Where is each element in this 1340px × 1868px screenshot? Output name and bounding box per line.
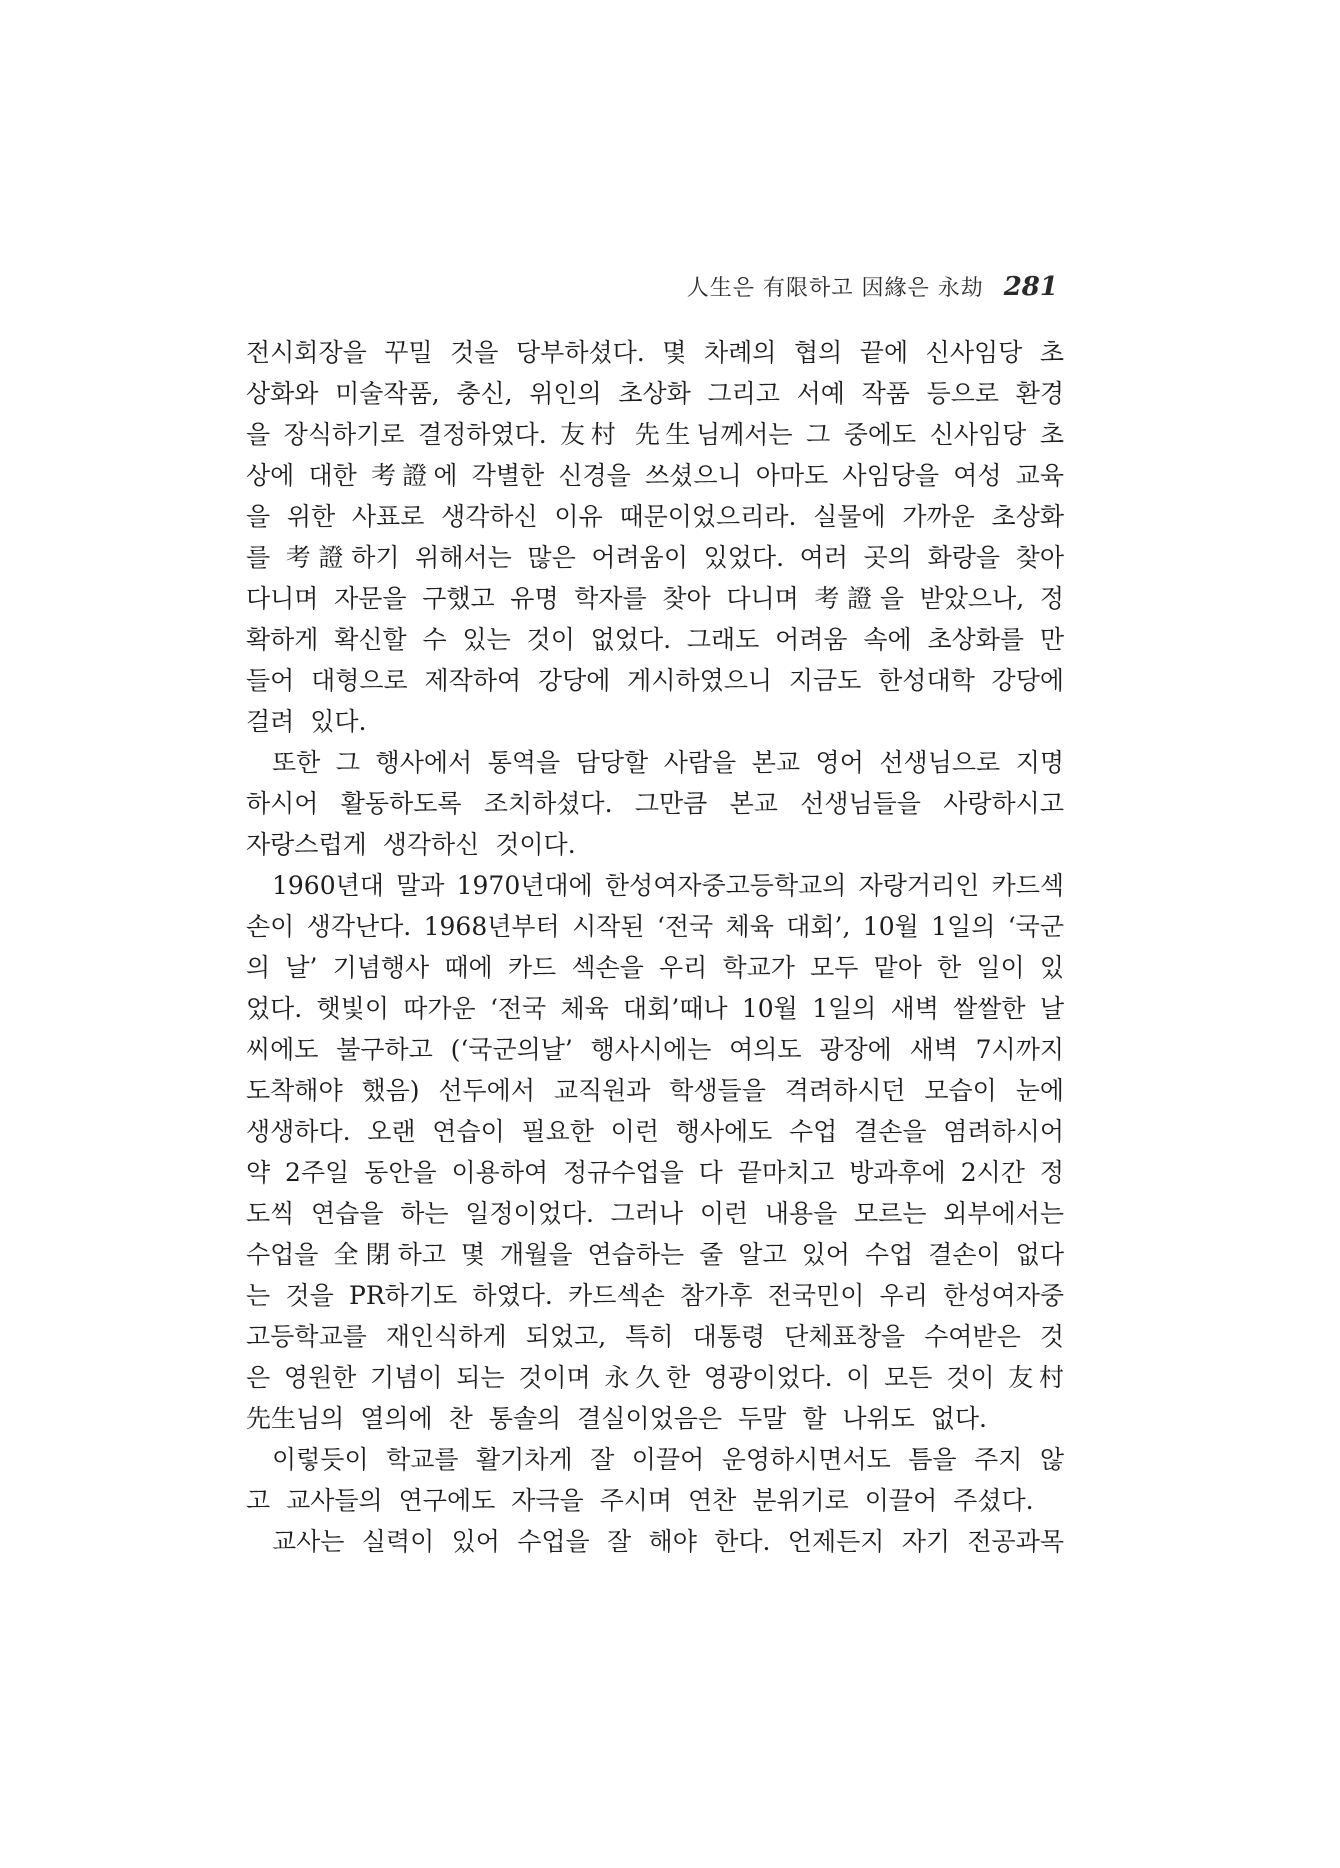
paragraph	[246, 1439, 1064, 1521]
text-line: 확하게 확신할 수 있는 것이 없었다. 그래도 어려움 속에 초상화를 만	[246, 625, 1064, 654]
running-title: 人生은 有限하고 因緣은 永劫	[686, 276, 984, 301]
text-line: 약 2주일 동안을 이용하여 정규수업을 다 끝마치고 방과후에 2시간 정	[246, 1158, 1064, 1187]
text-line: 들어 대형으로 제작하여 강당에 게시하였으니 지금도 한성대학 강당에	[246, 666, 1064, 695]
text-line: 고 교사들의 연구에도 자극을 주시며 연찬 분위기로 이끌어 주셨다.	[246, 1486, 1034, 1515]
text-line: 를 考證하기 위해서는 많은 어려움이 있었다. 여러 곳의 화랑을 찾아	[246, 543, 1064, 572]
text-line: 걸려 있다.	[246, 707, 367, 736]
running-header	[246, 270, 1058, 304]
paragraph	[246, 865, 1064, 1439]
text-line: 고등학교를 재인식하게 되었고, 특히 대통령 단체표창을 수여받은 것	[246, 1322, 1064, 1351]
text-line: 수업을 全閉하고 몇 개월을 연습하는 줄 알고 있어 수업 결손이 없다	[246, 1240, 1064, 1269]
text-line: 상화와 미술작품, 충신, 위인의 초상화 그리고 서예 작품 등으로 환경	[246, 379, 1064, 408]
text-line: 자랑스럽게 생각하신 것이다.	[246, 830, 576, 859]
text-line: 전시회장을 꾸밀 것을 당부하셨다. 몇 차례의 협의 끝에 신사임당 초	[246, 338, 1064, 367]
text-line: 었다. 햇빛이 따가운 ‘전국 체육 대회’때나 10월 1일의 새벽 쌀쌀한 날	[246, 994, 1064, 1023]
text-line: 교사는 실력이 있어 수업을 잘 해야 한다. 언제든지 자기 전공과목	[272, 1527, 1064, 1556]
text-line: 도착해야 했음) 선두에서 교직원과 학생들을 격려하시던 모습이 눈에	[246, 1076, 1064, 1105]
text-line: 생생하다. 오랜 연습이 필요한 이런 행사에도 수업 결손을 염려하시어	[246, 1117, 1064, 1146]
text-line: 이렇듯이 학교를 활기차게 잘 이끌어 운영하시면서도 틈을 주지 않	[272, 1445, 1064, 1474]
text-line: 도씩 연습을 하는 일정이었다. 그러나 이런 내용을 모르는 외부에서는	[246, 1199, 1064, 1228]
text-line: 씨에도 불구하고 (‘국군의날’ 행사시에는 여의도 광장에 새벽 7시까지	[246, 1035, 1064, 1064]
text-line: 을 장식하기로 결정하였다. 友村 先生님께서는 그 중에도 신사임당 초	[246, 420, 1064, 449]
text-line: 는 것을 PR하기도 하였다. 카드섹손 참가후 전국민이 우리 한성여자중	[246, 1281, 1064, 1310]
paragraph	[246, 742, 1064, 865]
text-line: 상에 대한 考證에 각별한 신경을 쓰셨으니 아마도 사임당을 여성 교육	[246, 461, 1064, 490]
text-line: 손이 생각난다. 1968년부터 시작된 ‘전국 체육 대회’, 10월 1일의 ‘국군	[246, 912, 1064, 941]
text-line: 先生님의 열의에 찬 통솔의 결실이었음은 두말 할 나위도 없다.	[246, 1404, 987, 1433]
text-line: 을 위한 사표로 생각하신 이유 때문이었으리라. 실물에 가까운 초상화	[246, 502, 1064, 531]
text-line: 또한 그 행사에서 통역을 담당할 사람을 본교 영어 선생님으로 지명	[272, 748, 1064, 777]
text-line: 의 날’ 기념행사 때에 카드 섹손을 우리 학교가 모두 맡아 한 일이 있	[246, 953, 1064, 982]
body-text	[246, 332, 1064, 1562]
text-line: 다니며 자문을 구했고 유명 학자를 찾아 다니며 考證을 받았으나, 정	[246, 584, 1064, 613]
text-line: 1960년대 말과 1970년대에 한성여자중고등학교의 자랑거리인 카드섹	[272, 871, 1064, 900]
text-line: 은 영원한 기념이 되는 것이며 永久한 영광이었다. 이 모든 것이 友村	[246, 1363, 1064, 1392]
paragraph	[246, 1521, 1064, 1562]
page-number: 281	[1003, 272, 1058, 302]
paragraph	[246, 332, 1064, 742]
text-line: 하시어 활동하도록 조치하셨다. 그만큼 본교 선생님들을 사랑하시고	[246, 789, 1064, 818]
